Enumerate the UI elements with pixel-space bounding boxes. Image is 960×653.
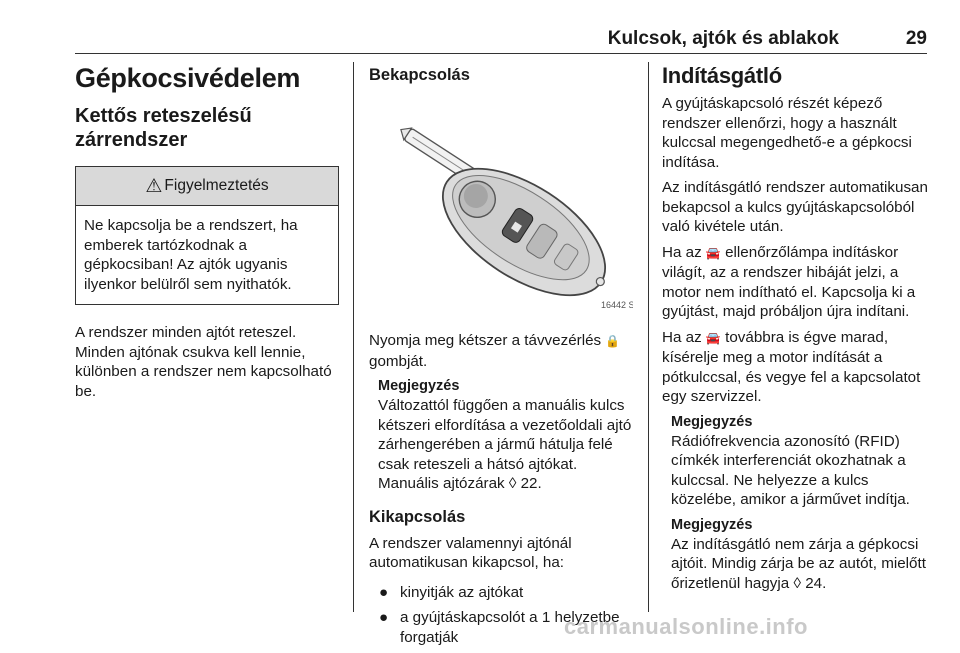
note-title: Megjegyzés <box>671 413 753 430</box>
note-text: Rádiófrekvencia azonosító (RFID) címkék interferenciát okozhatnak a kulccsal. Ne helyezze a kulcs közelébe, amikor a járművet indítja. <box>671 432 910 508</box>
section-title-indistasgatlo: Indításgátló <box>662 63 782 88</box>
bullet-icon: ● <box>379 583 389 601</box>
paragraph-bekapcsolas: Nyomja meg kétszer a távvezérlés 🔒 gombját. <box>369 332 621 370</box>
warning-body <box>76 206 338 304</box>
subsection-title: Kettős reteszelésű zárrendszer <box>75 105 252 151</box>
warning-box <box>75 166 339 305</box>
note-text: Változattól függően a manuális kulcs kétszeri elfordítása a vezetőoldali ajtó zárhengerében a jármű hátulja felé csak reteszeli a hátsó ajtókat. Manuális ajtózárak ◊ 22. <box>378 397 632 492</box>
page-ref-icon: ◊ <box>793 574 801 592</box>
warning-triangle-icon: ⚠ <box>145 175 163 197</box>
page-ref: 22. <box>520 475 542 492</box>
paragraph: A rendszer minden ajtót reteszel. Minden ajtónak csukva kell lennie, különben a rendszer nem kapcsolható be. <box>75 324 332 400</box>
column-divider-2 <box>648 62 649 612</box>
note-title: Megjegyzés <box>378 378 460 394</box>
heading-bekapcsolas: Bekapcsolás <box>369 66 470 84</box>
key-fob-illustration <box>369 102 633 314</box>
bullet-icon: ● <box>379 609 389 626</box>
column-2 <box>369 62 633 653</box>
immobilizer-warning-icon: 🚘 <box>705 245 721 260</box>
paragraph: A gyújtáskapcsoló részét képező rendszer ellenőrzi, hogy a használt kulccsal megengedhető-e a gépkocsi indítása. <box>662 95 912 171</box>
note-1 <box>369 377 633 494</box>
lock-icon: 🔒 <box>605 334 621 348</box>
header-rule <box>75 53 927 54</box>
column-3 <box>662 62 930 593</box>
heading-kikapcsolas: Kikapcsolás <box>369 507 466 526</box>
paragraph: Ha az 🚘 továbbra is égve marad, kísérelje meg a motor indítását a pótkulccsal, és vegye fel a kapcsolatot egy szervizzel. <box>662 328 921 405</box>
warning-title: Figyelmeztetés <box>164 177 269 194</box>
watermark: carmanualsonline.info <box>564 614 808 639</box>
list-item: ● a gyújtáskapcsolót a 1 helyzetbe forgatják <box>379 609 620 646</box>
page-number: 29 <box>905 28 927 49</box>
paragraph: Ha az 🚘 ellenőrzőlámpa indításkor világít, az a rendszer hibáját jelzi, a motor nem indítható el. Kapcsolja ki a gyújtást, majd próbáljon újra indítani. <box>662 243 916 320</box>
list-item: ● kinyitják az ajtókat <box>379 583 524 601</box>
note-3 <box>662 516 930 594</box>
page-ref: 24. <box>805 574 827 592</box>
warning-text: Ne kapcsolja be a rendszert, ha emberek tartózkodnak a gépkocsiban! Az ajtók ugyanis ilyenkor belülről sem nyithatók. <box>84 217 298 293</box>
note-title: Megjegyzés <box>671 516 753 533</box>
page-header <box>75 24 927 54</box>
paragraph-kikapcsolas: A rendszer valamennyi ajtónál automatikusan kikapcsol, ha: <box>369 534 572 571</box>
column-1 <box>75 62 339 401</box>
immobilizer-warning-icon: 🚘 <box>705 330 721 345</box>
header-title: Kulcsok, ajtók és ablakok <box>607 28 839 49</box>
page-ref-icon: ◊ <box>508 475 517 492</box>
column-divider-1 <box>353 62 354 612</box>
note-2 <box>662 413 930 510</box>
paragraph: Az indításgátló rendszer automatikusan bekapcsol a kulcs gyújtáskapcsolóból való kivétele után. <box>662 179 928 235</box>
section-title: Gépkocsivédelem <box>75 63 301 93</box>
note-text: Az indításgátló nem zárja a gépkocsi ajtóit. Mindig zárja be az autót, mielőtt őrizetlenül hagyja ◊ 24. <box>671 535 926 592</box>
image-code: 16442 S <box>601 300 633 310</box>
warning-header <box>76 167 338 206</box>
